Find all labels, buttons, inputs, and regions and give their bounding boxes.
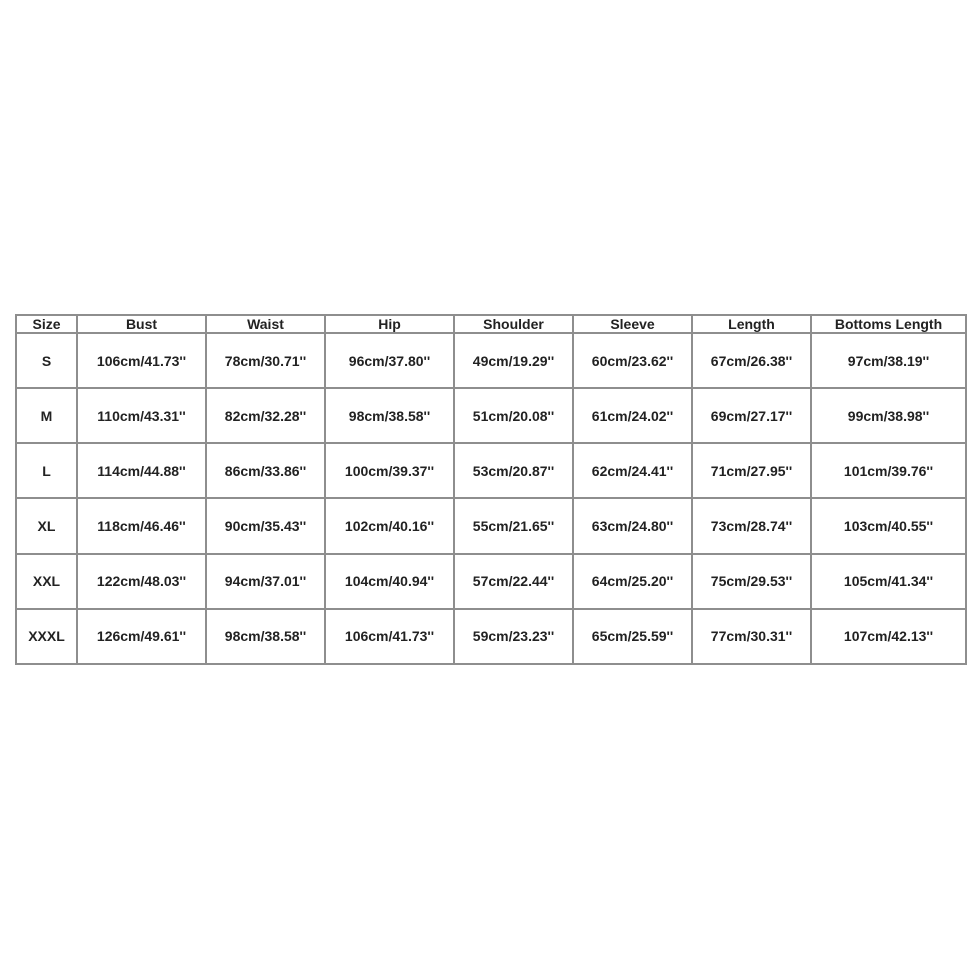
shoulder-cell: 51cm/20.08'' xyxy=(454,388,573,443)
hip-cell: 106cm/41.73'' xyxy=(325,609,454,664)
size-cell: L xyxy=(16,443,77,498)
hip-cell: 96cm/37.80'' xyxy=(325,333,454,388)
header-shoulder: Shoulder xyxy=(454,315,573,333)
sleeve-cell: 60cm/23.62'' xyxy=(573,333,692,388)
header-row xyxy=(16,315,966,333)
bust-cell: 106cm/41.73'' xyxy=(77,333,206,388)
waist-cell: 98cm/38.58'' xyxy=(206,609,325,664)
sleeve-cell: 64cm/25.20'' xyxy=(573,554,692,609)
table-row xyxy=(16,554,966,609)
hip-cell: 104cm/40.94'' xyxy=(325,554,454,609)
bottoms-length-cell: 103cm/40.55'' xyxy=(811,498,966,553)
length-cell: 73cm/28.74'' xyxy=(692,498,811,553)
table-row xyxy=(16,443,966,498)
bust-cell: 114cm/44.88'' xyxy=(77,443,206,498)
size-chart-header xyxy=(16,315,966,333)
waist-cell: 94cm/37.01'' xyxy=(206,554,325,609)
length-cell: 71cm/27.95'' xyxy=(692,443,811,498)
length-cell: 75cm/29.53'' xyxy=(692,554,811,609)
size-cell: M xyxy=(16,388,77,443)
size-cell: XXL xyxy=(16,554,77,609)
shoulder-cell: 53cm/20.87'' xyxy=(454,443,573,498)
size-cell: XL xyxy=(16,498,77,553)
sleeve-cell: 63cm/24.80'' xyxy=(573,498,692,553)
length-cell: 67cm/26.38'' xyxy=(692,333,811,388)
sleeve-cell: 65cm/25.59'' xyxy=(573,609,692,664)
shoulder-cell: 55cm/21.65'' xyxy=(454,498,573,553)
waist-cell: 90cm/35.43'' xyxy=(206,498,325,553)
header-bust: Bust xyxy=(77,315,206,333)
size-chart-body xyxy=(16,333,966,664)
bottoms-length-cell: 101cm/39.76'' xyxy=(811,443,966,498)
header-waist: Waist xyxy=(206,315,325,333)
length-cell: 69cm/27.17'' xyxy=(692,388,811,443)
bust-cell: 118cm/46.46'' xyxy=(77,498,206,553)
length-cell: 77cm/30.31'' xyxy=(692,609,811,664)
bottoms-length-cell: 97cm/38.19'' xyxy=(811,333,966,388)
hip-cell: 98cm/38.58'' xyxy=(325,388,454,443)
bust-cell: 110cm/43.31'' xyxy=(77,388,206,443)
bottoms-length-cell: 107cm/42.13'' xyxy=(811,609,966,664)
shoulder-cell: 57cm/22.44'' xyxy=(454,554,573,609)
header-bottoms-length: Bottoms Length xyxy=(811,315,966,333)
hip-cell: 102cm/40.16'' xyxy=(325,498,454,553)
bottoms-length-cell: 105cm/41.34'' xyxy=(811,554,966,609)
hip-cell: 100cm/39.37'' xyxy=(325,443,454,498)
bottoms-length-cell: 99cm/38.98'' xyxy=(811,388,966,443)
bust-cell: 122cm/48.03'' xyxy=(77,554,206,609)
waist-cell: 86cm/33.86'' xyxy=(206,443,325,498)
size-chart-table xyxy=(15,314,967,665)
size-cell: XXXL xyxy=(16,609,77,664)
header-length: Length xyxy=(692,315,811,333)
sleeve-cell: 61cm/24.02'' xyxy=(573,388,692,443)
shoulder-cell: 49cm/19.29'' xyxy=(454,333,573,388)
sleeve-cell: 62cm/24.41'' xyxy=(573,443,692,498)
table-row xyxy=(16,388,966,443)
table-row xyxy=(16,333,966,388)
header-sleeve: Sleeve xyxy=(573,315,692,333)
bust-cell: 126cm/49.61'' xyxy=(77,609,206,664)
table-row xyxy=(16,609,966,664)
header-size: Size xyxy=(16,315,77,333)
size-cell: S xyxy=(16,333,77,388)
header-hip: Hip xyxy=(325,315,454,333)
waist-cell: 82cm/32.28'' xyxy=(206,388,325,443)
shoulder-cell: 59cm/23.23'' xyxy=(454,609,573,664)
table-row xyxy=(16,498,966,553)
waist-cell: 78cm/30.71'' xyxy=(206,333,325,388)
